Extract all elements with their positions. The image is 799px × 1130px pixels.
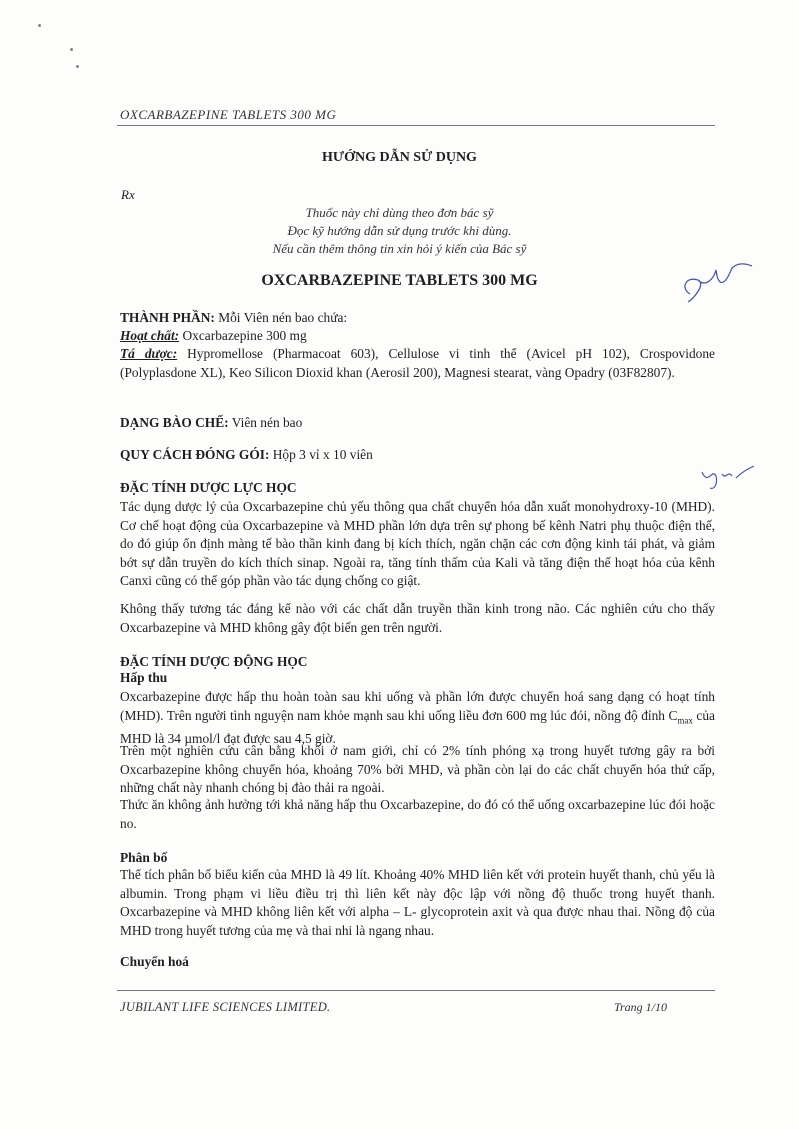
absorption-paragraph-1 bbox=[120, 688, 715, 748]
absorption-text-b: của MHD là 34 µmol/l đạt được sau 4,5 giờ. bbox=[120, 707, 715, 746]
footer-page-number: Trang 1/10 bbox=[614, 1000, 668, 1014]
pharmacodynamics-title: ĐẶC TÍNH DƯỢC LỰC HỌC bbox=[120, 480, 297, 495]
initials-mark bbox=[698, 462, 758, 492]
warning-line-1: Thuốc này chỉ dùng theo đơn bác sỹ bbox=[305, 205, 494, 220]
composition-text: Mỗi Viên nén bao chứa: bbox=[214, 310, 348, 325]
footer-company: JUBILANT LIFE SCIENCES LIMITED. bbox=[120, 1000, 331, 1014]
scan-speck bbox=[70, 48, 73, 51]
dosage-form-text: Viên nén bao bbox=[228, 415, 303, 430]
packaging-label: QUY CÁCH ĐÓNG GÓI: bbox=[120, 447, 270, 462]
dosage-form-label: DẠNG BÀO CHẾ: bbox=[120, 415, 229, 430]
active-text: Oxcarbazepine 300 mg bbox=[179, 328, 307, 343]
active-ingredient-line bbox=[120, 327, 715, 346]
warning-line-2: Đọc kỹ hướng dẫn sử dụng trước khi dùng. bbox=[287, 223, 512, 238]
dosage-form-line bbox=[120, 414, 715, 433]
absorption-paragraph-2: Trên một nghiên cứu cân bằng khối ở nam giới, chỉ có 2% tính phóng xạ trong huyết tương gây ra bởi Oxcarbazepine không chuyển hóa, khoảng 70% bởi MHD, và phần còn lại do các chất chuyển hóa thứ cấp, những chất này nhanh chóng bị đào thải ra ngoài. bbox=[120, 743, 715, 795]
packaging-line bbox=[120, 446, 715, 465]
footer-rule bbox=[117, 990, 715, 991]
scan-speck bbox=[38, 24, 41, 27]
packaging-text: Hộp 3 vỉ x 10 viên bbox=[269, 447, 373, 462]
warning-line-3: Nếu cần thêm thông tin xin hỏi ý kiến của Bác sỹ bbox=[272, 241, 527, 256]
rx-mark: Rx bbox=[121, 187, 135, 202]
scan-speck bbox=[76, 65, 79, 68]
excipient-text: Hypromellose (Pharmacoat 603), Cellulose vi tinh thể (Avicel pH 102), Crospovidone (Polyplasdone XL), Keo Silicon Dioxid khan (Aerosil 200), Magnesi stearat, vàng Opadry (03F82807). bbox=[120, 346, 716, 380]
absorption-title: Hấp thu bbox=[120, 670, 168, 685]
distribution-paragraph: Thể tích phân bố biểu kiến của MHD là 49 lít. Khoảng 40% MHD liên kết với protein huyết thanh, chủ yếu là albumin. Trong phạm vi liều điều trị thì liên kết này độc lập với nồng độ thuốc trong huyết thanh. Oxcarbazepine và MHD không liên kết với alpha – L- glycoprotein axit và qua được nhau thai. Nồng độ của MHD trong huyết tương của mẹ và thai nhi là ngang nhau. bbox=[120, 867, 715, 938]
composition-label: THÀNH PHẦN: bbox=[120, 310, 215, 325]
distribution-title: Phân bố bbox=[120, 850, 168, 865]
metabolism-title: Chuyển hoá bbox=[120, 954, 189, 969]
header-title: OXCARBAZEPINE TABLETS 300 MG bbox=[120, 107, 337, 122]
product-title: OXCARBAZEPINE TABLETS 300 MG bbox=[261, 272, 538, 289]
header-rule bbox=[117, 125, 715, 126]
active-label: Hoạt chất: bbox=[120, 328, 180, 343]
absorption-paragraph-3: Thức ăn không ảnh hưởng tới khả năng hấp thu Oxcarbazepine, do đó có thể uống oxcarbazepine lúc đói hoặc no. bbox=[120, 797, 715, 831]
document-heading: HƯỚNG DẪN SỬ DỤNG bbox=[322, 150, 477, 165]
pharmacodynamics-paragraph-2: Không thấy tương tác đáng kể nào với các chất dẫn truyền thần kinh trong não. Các nghiên cứu cho thấy Oxcarbazepine và MHD không gây đột biến gen trên người. bbox=[120, 601, 715, 635]
absorption-text-a: Oxcarbazepine được hấp thu hoàn toàn sau khi uống và phần lớn được chuyển hoá sang dạng có hoạt tính (MHD). Trên người tình nguyện nam khỏe mạnh sau khi uống liều đơn 600 mg lúc đói, nồng độ đỉnh C bbox=[120, 689, 715, 723]
excipient-label: Tá dược: bbox=[120, 346, 178, 361]
excipients-paragraph bbox=[120, 345, 715, 382]
pharmacodynamics-paragraph-1: Tác dụng dược lý của Oxcarbazepine chủ yếu thông qua chất chuyển hóa dẫn xuất monohydroxy-10 (MHD). Cơ chế hoạt động của Oxcarbazepine và MHD phần lớn dựa trên sự phong bế kênh Natri phụ thuộc điện thế, do đó giúp ổn định màng tế bào thần kinh đang bị kích thích, ngăn chặn các cơn động kinh tái phát, và giảm bớt sự dẫn truyền do kích thích sinap. Ngoài ra, tăng tính thấm của Kali và tăng điện thế hoạt hóa của kênh Canxi cũng có thể góp phần vào tác dụng chống co giật. bbox=[120, 499, 715, 588]
pharmacokinetics-title: ĐẶC TÍNH DƯỢC ĐỘNG HỌC bbox=[120, 654, 308, 669]
signature-mark bbox=[676, 258, 756, 308]
cmax-subscript: max bbox=[677, 715, 693, 726]
composition-line bbox=[120, 309, 715, 328]
